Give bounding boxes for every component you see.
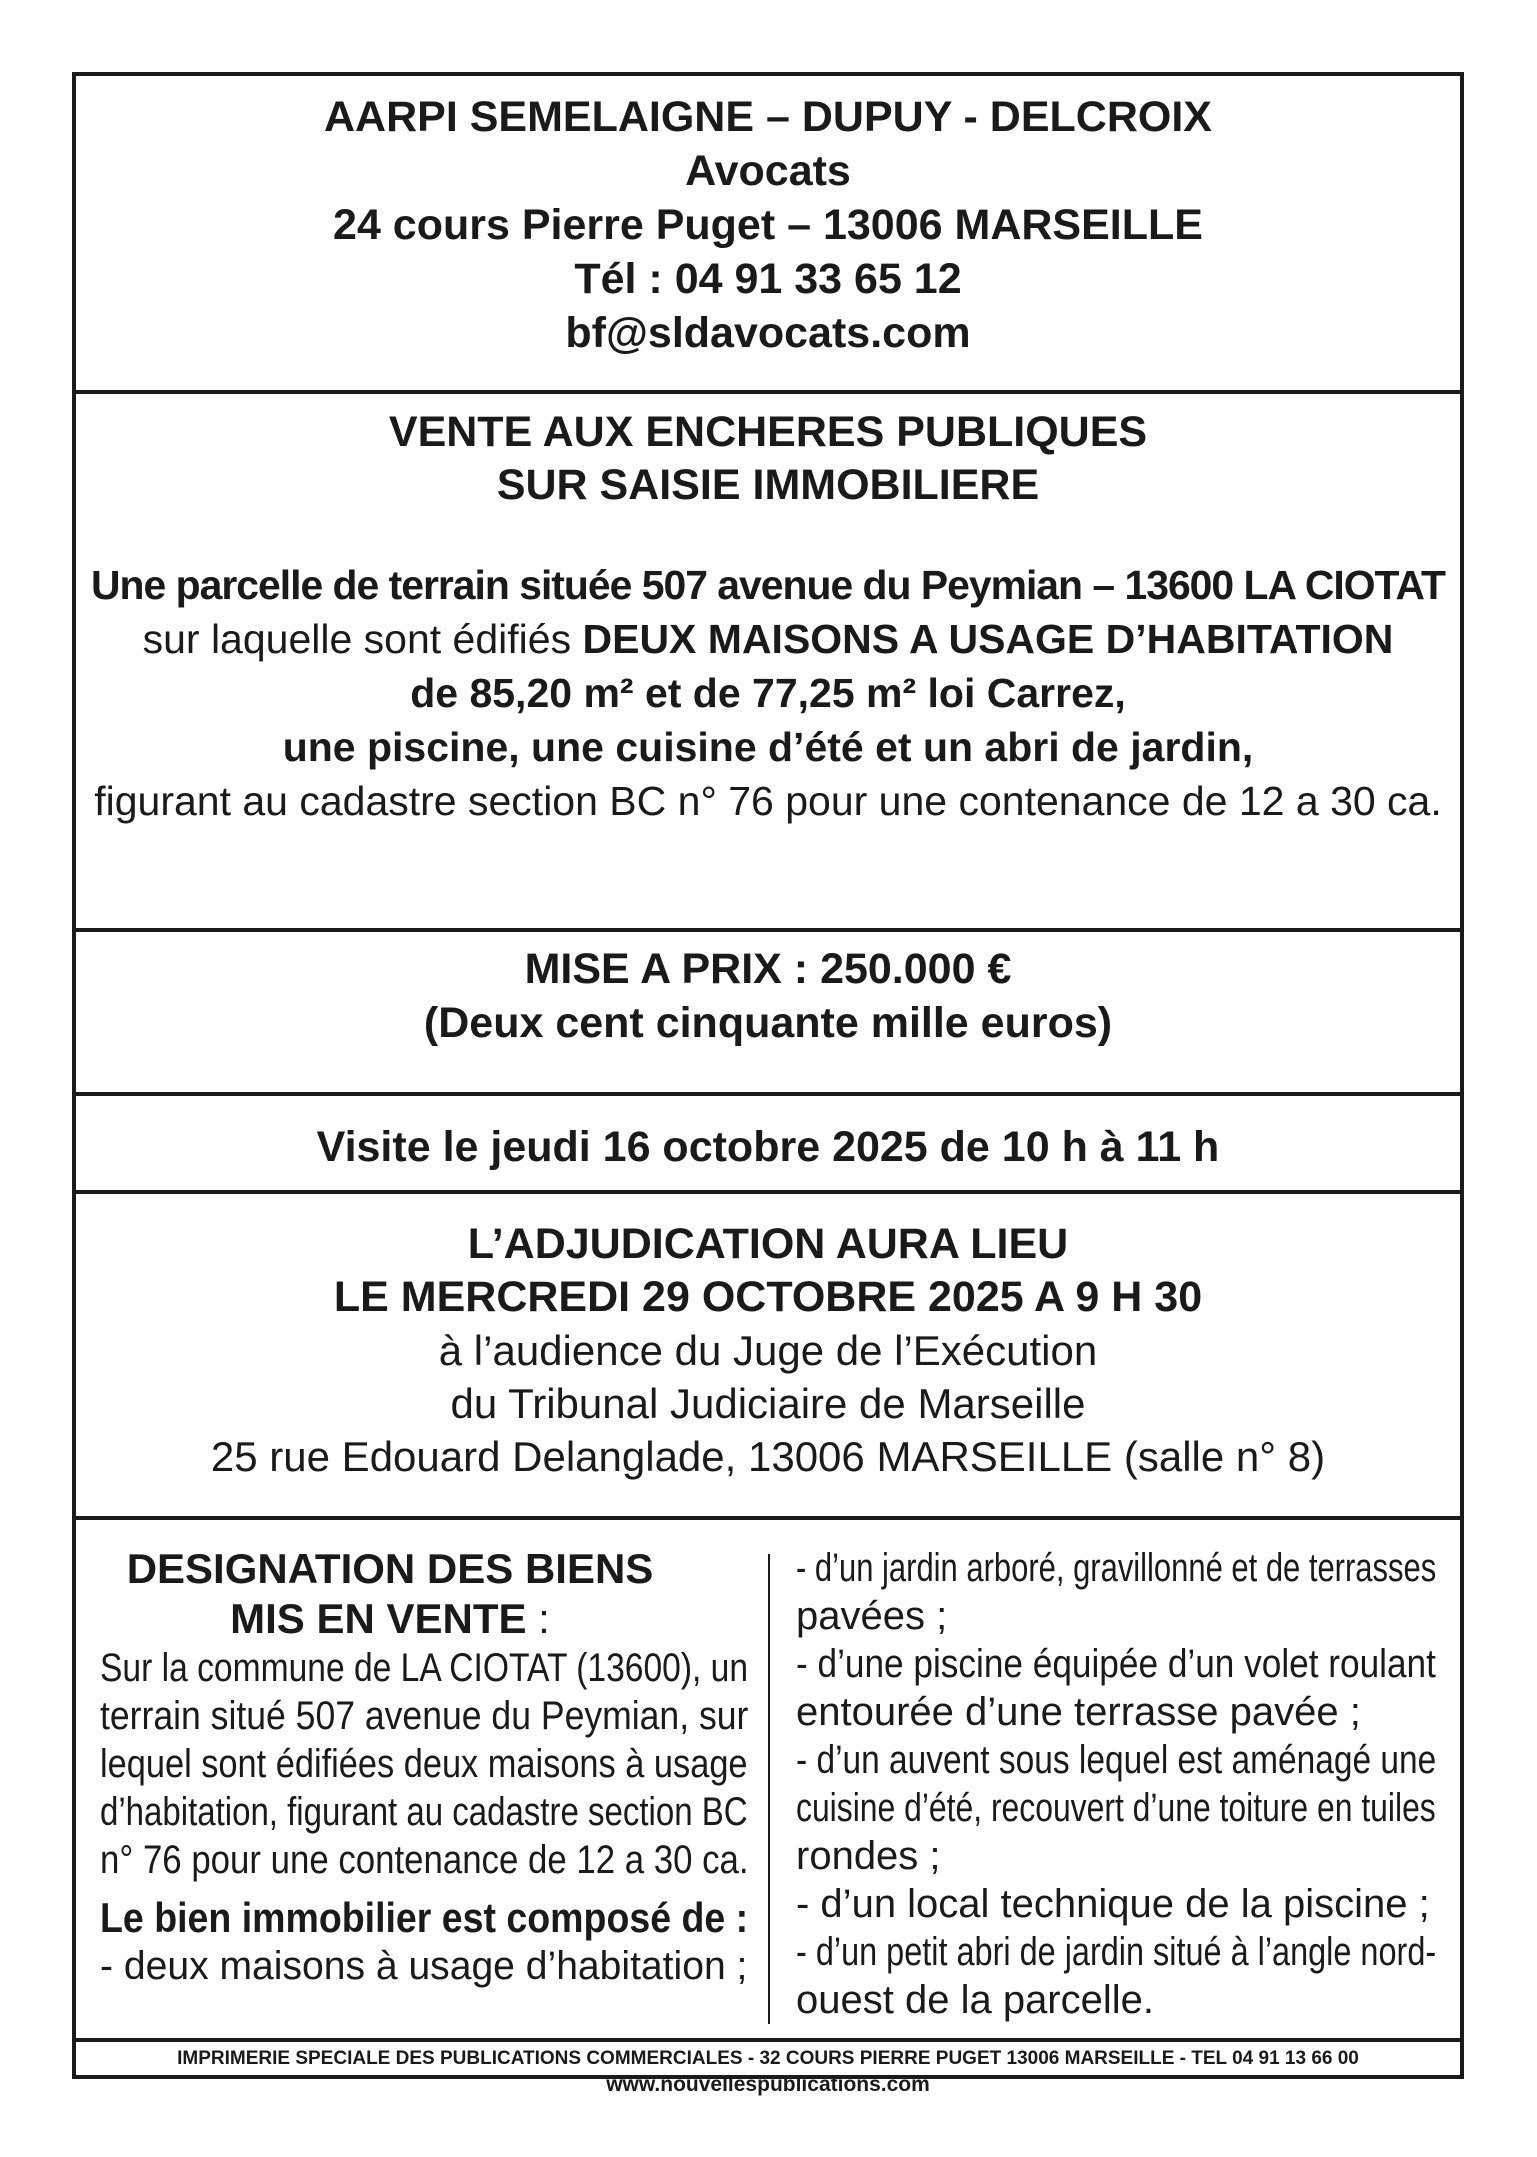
right-line: - d’un auvent sous lequel est aménagé une: [796, 1738, 1437, 1782]
designation-title-suffix: :: [526, 1595, 550, 1642]
built-line: [76, 612, 1460, 666]
printer-footer: [76, 2046, 1460, 2102]
left-line: n° 76 pour une contenance de 12 a 30 ca.: [100, 1838, 749, 1882]
adjudication-title-1: L’ADJUDICATION AURA LIEU: [467, 1220, 1069, 1268]
sale-title-2: SUR SAISIE IMMOBILIERE: [496, 461, 1040, 509]
sale-title-1: VENTE AUX ENCHERES PUBLIQUES: [388, 408, 1148, 456]
adjudication-line-3: 25 rue Edouard Delanglade, 13006 MARSEILLE (salle n° 8): [210, 1433, 1326, 1480]
cadastre-line: figurant au cadastre section BC n° 76 pour une contenance de 12 a 30 ca.: [94, 778, 1442, 824]
built-prefix: sur laquelle sont édifiés: [142, 616, 572, 662]
website-link[interactable]: www.nouvellespublications.com: [606, 2073, 930, 2096]
price-in-words: (Deux cent cinquante mille euros): [423, 999, 1113, 1047]
left-line: terrain situé 507 avenue du Peymian, sur: [100, 1694, 749, 1738]
right-line: - d’un petit abri de jardin situé à l’angle nord-: [796, 1930, 1437, 1974]
price-section: [76, 942, 1460, 1082]
adjudication-line-1: à l’audience du Juge de l’Exécution: [438, 1327, 1098, 1374]
divider: [76, 390, 1460, 394]
notice-frame: [72, 72, 1464, 2096]
adjudication-line-2: du Tribunal Judiciaire de Marseille: [450, 1380, 1086, 1427]
starting-price: MISE A PRIX : 250.000 €: [524, 945, 1012, 993]
left-line: Sur la commune de LA CIOTAT (13600), un: [100, 1646, 749, 1690]
firm-role: Avocats: [685, 147, 851, 195]
right-line: - d’un local technique de la piscine ;: [796, 1882, 1430, 1926]
right-line: ouest de la parcelle.: [796, 1978, 1155, 2022]
parcel-line: Une parcelle de terrain située 507 avenue du Peymian – 13600 LA CIOTAT: [91, 562, 1445, 608]
designation-title: [100, 1544, 680, 1644]
firm-name: AARPI SEMELAIGNE – DUPUY - DELCROIX: [324, 93, 1212, 141]
built-bold: DEUX MAISONS A USAGE D’HABITATION: [582, 616, 1394, 662]
left-line: lequel sont édifiées deux maisons à usage: [100, 1742, 748, 1786]
divider: [76, 1092, 1460, 1096]
right-line: cuisine d’été, recouvert d’une toiture en tuiles: [796, 1786, 1436, 1830]
visit-section: [76, 1120, 1460, 1190]
divider: [76, 928, 1460, 932]
adjudication-section: [76, 1218, 1460, 1518]
designation-left-column: [100, 1544, 780, 1990]
divider: [76, 2038, 1460, 2042]
designation-text: [100, 1644, 748, 1990]
right-line: - d’une piscine équipée d’un volet roulant: [796, 1642, 1436, 1686]
amenities-line: une piscine, une cuisine d’été et un abri de jardin,: [282, 724, 1254, 770]
sale-section: [76, 406, 1460, 921]
law-firm-header: [76, 90, 1460, 385]
designation-right-column: [796, 1544, 1436, 2024]
right-line: entourée d’une terrasse pavée ;: [796, 1690, 1361, 1734]
right-line: pavées ;: [796, 1594, 948, 1638]
right-line: rondes ;: [796, 1834, 941, 1878]
adjudication-title-2: LE MERCREDI 29 OCTOBRE 2025 A 9 H 30: [333, 1273, 1203, 1321]
column-divider: [768, 1554, 770, 2024]
designation-section: [76, 1544, 1460, 2032]
firm-email: bf@sldavocats.com: [565, 309, 971, 357]
composed-first-item: - deux maisons à usage d’habitation ;: [100, 1944, 748, 1988]
divider: [76, 1516, 1460, 1520]
divider: [76, 1190, 1460, 1194]
printer-line: IMPRIMERIE SPECIALE DES PUBLICATIONS COMMERCIALES - 32 COURS PIERRE PUGET 13006 MARSEILLE - TEL 04 91 13 66 00: [177, 2048, 1359, 2069]
firm-address: 24 cours Pierre Puget – 13006 MARSEILLE: [333, 201, 1203, 249]
visit-date: Visite le jeudi 16 octobre 2025 de 10 h à 11 h: [316, 1123, 1220, 1171]
right-line: - d’un jardin arboré, gravillonné et de terrasses: [796, 1546, 1437, 1590]
left-line: d’habitation, figurant au cadastre section BC: [100, 1790, 748, 1834]
surfaces-line: de 85,20 m² et de 77,25 m² loi Carrez,: [410, 670, 1126, 716]
composed-title: Le bien immobilier est composé de :: [100, 1894, 749, 1941]
firm-phone: Tél : 04 91 33 65 12: [574, 255, 962, 303]
designation-title-1: DESIGNATION DES BIENS: [126, 1545, 654, 1592]
designation-title-2: MIS EN VENTE: [230, 1595, 527, 1642]
